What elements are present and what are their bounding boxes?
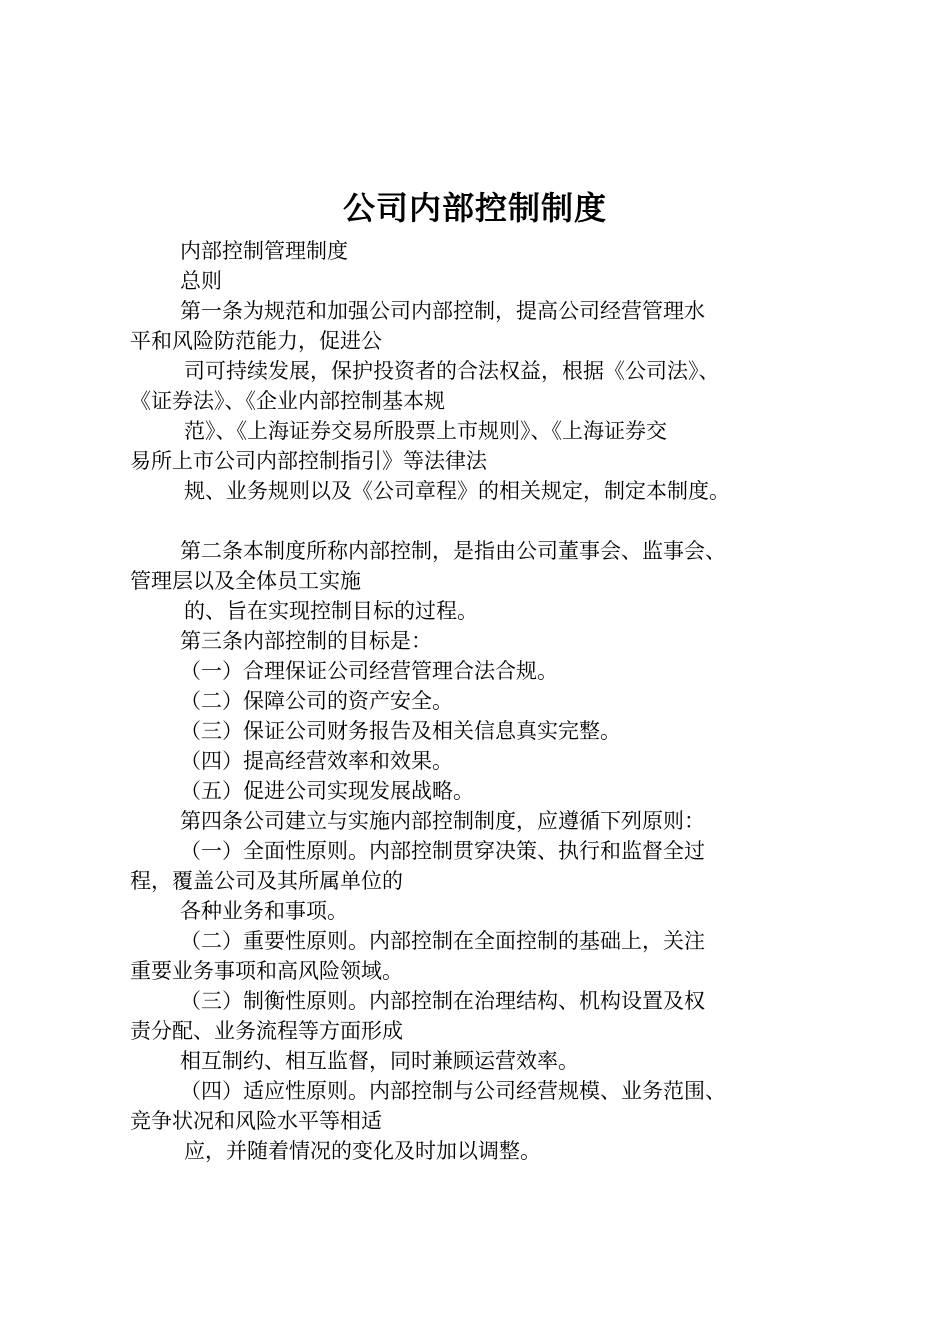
- list-item: （一）全面性原则。内部控制贯穿决策、执行和监督全过: [180, 839, 705, 863]
- list-item: （四）适应性原则。内部控制与公司经营规模、业务范围、: [180, 1079, 726, 1103]
- paragraph-line: 第四条公司建立与实施内部控制制度，应遵循下列原则：: [180, 809, 705, 833]
- paragraph-line: 第一条为规范和加强公司内部控制，提高公司经营管理水: [180, 299, 705, 323]
- list-item: （二）重要性原则。内部控制在全面控制的基础上，关注: [180, 929, 705, 953]
- paragraph-line: 的、旨在实现控制目标的过程。: [184, 599, 478, 623]
- document-body: [130, 236, 835, 1166]
- paragraph-line: 竞争状况和风险水平等相适: [130, 1109, 382, 1133]
- paragraph-line: 程，覆盖公司及其所属单位的: [130, 869, 403, 893]
- paragraph-line: 各种业务和事项。: [180, 899, 348, 923]
- heading-line: 总则: [180, 269, 222, 293]
- list-item: （四）提高经营效率和效果。: [180, 749, 453, 773]
- paragraph-line: 平和风险防范能力，促进公: [130, 329, 382, 353]
- paragraph-line: 相互制约、相互监督，同时兼顾运营效率。: [180, 1049, 579, 1073]
- paragraph-line: 易所上市公司内部控制指引》等法律法: [130, 449, 487, 473]
- document-title: 公司内部控制制度: [342, 189, 607, 227]
- paragraph-line: 应，并随着情况的变化及时加以调整。: [184, 1139, 541, 1163]
- heading-line: 内部控制管理制度: [180, 239, 348, 263]
- paragraph-line: 重要业务事项和高风险领域。: [130, 959, 403, 983]
- paragraph-line: 司可持续发展，保护投资者的合法权益，根据《公司法》、: [184, 359, 720, 383]
- paragraph-line: 《证券法》、《企业内部控制基本规: [130, 389, 445, 413]
- paragraph-line: 第三条内部控制的目标是：: [180, 629, 432, 653]
- paragraph-line: 范》、《上海证券交易所股票上市规则》、《上海证券交: [184, 419, 667, 443]
- paragraph-line: 管理层以及全体员工实施: [130, 569, 361, 593]
- paragraph-line: 责分配、业务流程等方面形成: [130, 1019, 403, 1043]
- paragraph-line: 第二条本制度所称内部控制，是指由公司董事会、监事会、: [180, 539, 726, 563]
- blank-line: [130, 506, 835, 536]
- list-item: （三）制衡性原则。内部控制在治理结构、机构设置及权: [180, 989, 705, 1013]
- list-item: （二）保障公司的资产安全。: [180, 689, 453, 713]
- paragraph-line: 规、业务规则以及《公司章程》的相关规定，制定本制度。: [184, 479, 730, 503]
- list-item: （三）保证公司财务报告及相关信息真实完整。: [180, 719, 621, 743]
- list-item: （一）合理保证公司经营管理合法合规。: [180, 659, 558, 683]
- list-item: （五）促进公司实现发展战略。: [180, 779, 474, 803]
